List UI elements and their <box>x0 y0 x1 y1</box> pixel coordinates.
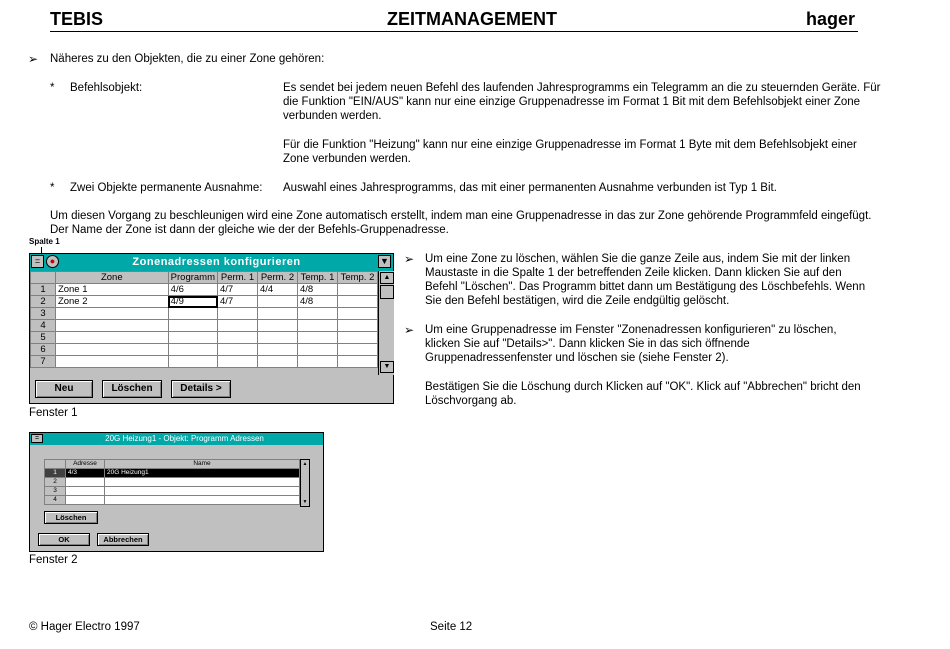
system-menu-icon[interactable]: = <box>31 255 44 268</box>
address-grid <box>44 459 300 505</box>
column-header-perm2[interactable]: Perm. 2 <box>257 272 297 284</box>
table-row[interactable] <box>31 332 378 344</box>
item-bullet: * <box>50 182 55 194</box>
cell-perm2[interactable]: 4/4 <box>257 284 297 296</box>
table-row-selected[interactable] <box>45 469 300 478</box>
right-text-line: Maustaste in die Spalte 1 der betreffenden Zeile klicken. Dann klicken Sie auf den <box>425 267 842 279</box>
arrow-bullet-icon: ➢ <box>28 52 39 66</box>
right-text-line: Um eine Zone zu löschen, wählen Sie die ganze Zeile aus, indem Sie mit der linken <box>425 253 851 265</box>
system-menu-icon[interactable]: = <box>31 434 43 443</box>
table-row[interactable] <box>31 284 378 296</box>
cell-temp1[interactable]: 4/8 <box>297 284 337 296</box>
row-number[interactable]: 2 <box>31 296 56 308</box>
footer-page-number: Seite 12 <box>430 621 473 633</box>
cell-temp2[interactable] <box>337 296 377 308</box>
item-text-line: Es sendet bei jedem neuen Befehl des laufenden Jahresprogramms ein Telegramm an die zu steuernden Geräte. Für <box>283 82 881 94</box>
scroll-up-icon[interactable]: ▲ <box>302 461 308 467</box>
cell-temp2[interactable] <box>337 284 377 296</box>
item-text-line: die Funktion "EIN/AUS" kann nur eine einzige Gruppenadresse im Format 1 Bit mit dem Befehlsobjekt einer Zone <box>283 96 861 108</box>
table-row[interactable] <box>45 496 300 505</box>
table-row[interactable] <box>31 356 378 368</box>
item-bullet: * <box>50 82 55 94</box>
zone-address-grid <box>30 271 378 368</box>
arrow-bullet-icon: ➢ <box>404 323 415 337</box>
cell-temp1[interactable]: 4/8 <box>297 296 337 308</box>
table-row[interactable] <box>31 344 378 356</box>
paragraph-line: Um diesen Vorgang zu beschleunigen wird eine Zone automatisch erstellt, indem man eine Gruppenadresse in das zur Zone gehörende Programmfeld eingefügt. <box>50 210 872 222</box>
cell-zone[interactable]: Zone 2 <box>55 296 168 308</box>
intro-text: Näheres zu den Objekten, die zu einer Zone gehören: <box>50 53 325 65</box>
scroll-down-icon[interactable]: ▼ <box>302 499 308 505</box>
table-row[interactable] <box>31 320 378 332</box>
cell-name[interactable]: 20G Heizung1 <box>105 469 300 478</box>
neu-button[interactable]: Neu <box>35 380 93 398</box>
right-text-line: klicken Sie auf "Details>". Dann klicken Sie in das sich öffnende <box>425 338 750 350</box>
row-number[interactable]: 4 <box>45 496 66 505</box>
row-number[interactable]: 1 <box>45 469 66 478</box>
record-icon[interactable]: ● <box>46 255 59 268</box>
scroll-thumb[interactable] <box>380 285 394 299</box>
corner-cell[interactable] <box>31 272 56 284</box>
footer-copyright: © Hager Electro 1997 <box>29 621 140 633</box>
cell-programm-active[interactable]: 4/9 <box>168 296 217 308</box>
table-row[interactable] <box>45 487 300 496</box>
row-number[interactable]: 7 <box>31 356 56 368</box>
row-number[interactable]: 4 <box>31 320 56 332</box>
window-programm-adressen <box>29 432 324 552</box>
row-number[interactable]: 5 <box>31 332 56 344</box>
right-text-line: Löschvorgang ab. <box>425 395 517 407</box>
window-zonenadressen <box>29 253 394 404</box>
right-text-line: Sie den Befehl bestätigen, wird die Zeile endgültig gelöscht. <box>425 295 730 307</box>
row-number[interactable]: 3 <box>45 487 66 496</box>
minimize-icon[interactable]: ▼ <box>378 255 391 268</box>
grid-header-row <box>45 460 300 469</box>
window-title: 20G Heizung1 - Objekt: Programm Adressen <box>105 434 264 443</box>
paragraph-line: Der Name der Zone ist dann der gleiche wie der der Befehls-Gruppenadresse. <box>50 224 449 236</box>
column-header-zone[interactable]: Zone <box>55 272 168 284</box>
column-header-adresse[interactable]: Adresse <box>66 460 105 469</box>
row-number[interactable]: 1 <box>31 284 56 296</box>
row-number[interactable]: 2 <box>45 478 66 487</box>
header-rule <box>50 31 858 32</box>
window-title-bar <box>30 254 393 271</box>
right-text-line: Bestätigen Sie die Löschung durch Klicken auf "OK". Klick auf "Abbrechen" bricht den <box>425 381 861 393</box>
item-text-line: Auswahl eines Jahresprogramms, das mit einer permanenten Ausnahme verbunden ist Typ 1 Bit. <box>283 182 777 194</box>
corner-cell[interactable] <box>45 460 66 469</box>
cell-perm2[interactable] <box>257 296 297 308</box>
loeschen-button[interactable]: Löschen <box>44 511 98 524</box>
item-text-line: Für die Funktion "Heizung" kann nur eine einzige Gruppenadresse im Format 1 Byte mit dem Befehlsobjekt einer <box>283 139 857 151</box>
right-text-line: Befehl "Löschen". Das Programm bittet dann um Bestätigung des Löschbefehls. Wenn <box>425 281 866 293</box>
spalte-label: Spalte 1 <box>29 237 60 246</box>
row-number[interactable]: 6 <box>31 344 56 356</box>
table-row[interactable] <box>31 308 378 320</box>
item-label: Zwei Objekte permanente Ausnahme: <box>70 182 263 194</box>
column-header-perm1[interactable]: Perm. 1 <box>218 272 258 284</box>
right-text-line: Gruppenadressenfenster und löschen sie (siehe Fenster 2). <box>425 352 729 364</box>
ok-button[interactable]: OK <box>38 533 90 546</box>
cell-zone[interactable]: Zone 1 <box>55 284 168 296</box>
column-header-temp1[interactable]: Temp. 1 <box>297 272 337 284</box>
loeschen-button[interactable]: Löschen <box>102 380 162 398</box>
window-title-bar <box>30 433 323 445</box>
column-header-name[interactable]: Name <box>105 460 300 469</box>
table-row[interactable] <box>45 478 300 487</box>
cell-programm[interactable]: 4/6 <box>168 284 217 296</box>
scroll-up-icon[interactable]: ▲ <box>380 272 394 284</box>
item-text-line: verbunden werden. <box>283 110 382 122</box>
column-header-programm[interactable]: Programm <box>168 272 217 284</box>
cell-adresse[interactable]: 4/3 <box>66 469 105 478</box>
item-label: Befehlsobjekt: <box>70 82 143 94</box>
arrow-bullet-icon: ➢ <box>404 252 415 266</box>
column-header-temp2[interactable]: Temp. 2 <box>337 272 377 284</box>
cell-perm1[interactable]: 4/7 <box>218 296 258 308</box>
scroll-down-icon[interactable]: ▼ <box>380 361 394 373</box>
header-title: ZEITMANAGEMENT <box>387 9 557 29</box>
details-button[interactable]: Details > <box>171 380 231 398</box>
vertical-scrollbar[interactable] <box>378 271 394 375</box>
vertical-scrollbar[interactable] <box>300 459 310 507</box>
right-text-line: Um eine Gruppenadresse im Fenster "Zonenadressen konfigurieren" zu löschen, <box>425 324 837 336</box>
caption-fenster1: Fenster 1 <box>29 407 78 419</box>
header-brand: hager <box>806 9 856 29</box>
grid-header-row <box>31 272 378 284</box>
cell-perm1[interactable]: 4/7 <box>218 284 258 296</box>
caption-fenster2: Fenster 2 <box>29 554 78 566</box>
abbrechen-button[interactable]: Abbrechen <box>97 533 149 546</box>
header-left: TEBIS <box>50 9 104 29</box>
row-number[interactable]: 3 <box>31 308 56 320</box>
table-row[interactable] <box>31 296 378 308</box>
window-title: Zonenadressen konfigurieren <box>132 256 301 268</box>
item-text-line: Zone verbunden werden. <box>283 153 411 165</box>
